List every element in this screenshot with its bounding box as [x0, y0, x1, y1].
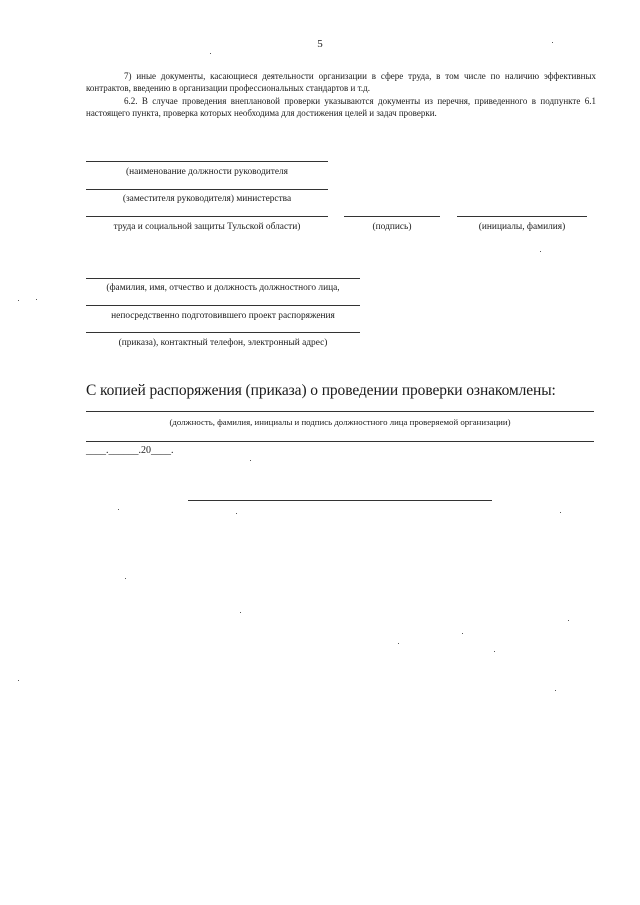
acknowledgement-caption: (должность, фамилия, инициалы и подпись должностного лица проверяемой организации)	[169, 417, 511, 427]
scan-speck	[240, 612, 241, 613]
closing-separator-line	[188, 500, 492, 501]
scan-speck	[555, 690, 556, 691]
scan-speck	[398, 643, 399, 644]
preparer-line-3	[86, 332, 360, 333]
initials-line	[457, 216, 587, 217]
acknowledgement-line-1	[86, 411, 594, 412]
acknowledgement-date: ____.______.20____.	[86, 445, 174, 456]
position-caption-1: (наименование должности руководителя	[126, 167, 288, 177]
scan-speck	[125, 578, 126, 579]
scan-speck	[552, 42, 553, 43]
preparer-line-2	[86, 305, 360, 306]
scan-speck	[36, 299, 37, 300]
scan-speck	[250, 460, 251, 461]
paragraph-unscheduled-inspection: 6.2. В случае проведения внеплановой проверки указываются документы из перечня, приведенного в подпункте 6.1 настоящего пункта, проверка которых необходима для достижения целей и задач проверки.	[86, 96, 596, 118]
scan-speck	[210, 53, 211, 54]
scan-speck	[568, 620, 569, 621]
preparer-caption-2: непосредственно подготовившего проект распоряжения	[111, 311, 335, 321]
scan-speck	[494, 651, 495, 652]
position-line-3	[86, 216, 328, 217]
acknowledgement-heading: С копией распоряжения (приказа) о проведении проверки ознакомлены:	[86, 382, 556, 399]
signature-caption: (подпись)	[372, 222, 412, 232]
scan-speck	[236, 513, 237, 514]
preparer-line-1	[86, 278, 360, 279]
paragraph-other-documents: 7) иные документы, касающиеся деятельности организации в сфере труда, в том числе по наличию эффективных контрактов, введению в организации профессиональных стандартов и т.д.	[86, 71, 596, 93]
position-caption-2: (заместителя руководителя) министерства	[122, 194, 292, 204]
scan-speck	[462, 633, 463, 634]
initials-caption: (инициалы, фамилия)	[478, 222, 566, 232]
scan-speck	[18, 300, 19, 301]
page-number: 5	[317, 38, 323, 50]
acknowledgement-line-2	[86, 441, 594, 442]
signature-line	[344, 216, 440, 217]
position-caption-3: труда и социальной защиты Тульской области)	[113, 222, 301, 232]
scan-speck	[540, 251, 541, 252]
scan-speck	[118, 509, 119, 510]
preparer-caption-3: (приказа), контактный телефон, электронный адрес)	[118, 338, 328, 348]
scan-speck	[18, 680, 19, 681]
preparer-caption-1: (фамилия, имя, отчество и должность должностного лица,	[106, 283, 340, 293]
position-line-2	[86, 189, 328, 190]
scan-speck	[560, 512, 561, 513]
position-line-1	[86, 161, 328, 162]
